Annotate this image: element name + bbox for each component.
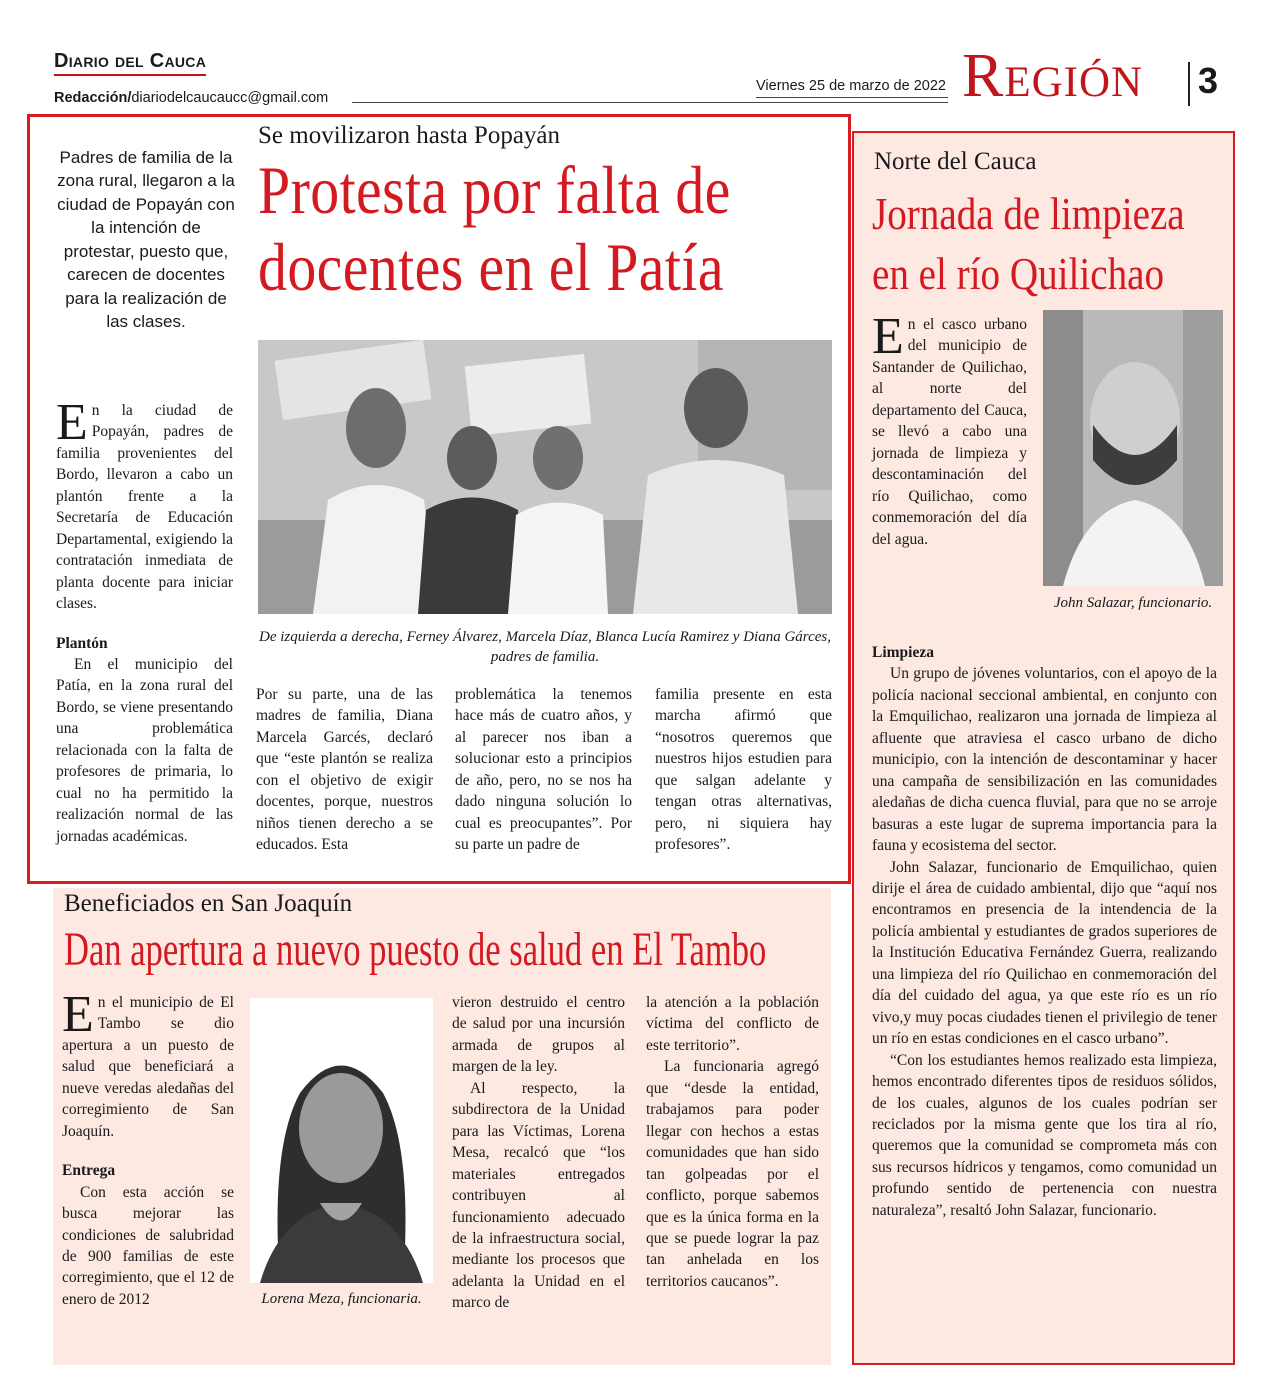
right-story-paragraph: John Salazar, funcionario de Emquilichao, quien dirije el área de cuidado ambiental, dijo que “aquí nos encontramos en presencia de la intendencia de la policía ambiental y estudiantes de grados superiores de la Institución Educativa Fernández Guerra, realizando una limpieza del río Quilichao en conmemoración del día del cuidado del agua, ya que este río es un río vivo,y muy pocas ciudades tienen el privilegio de tener un río en estas condiciones en el casco urbano”. bbox=[872, 858, 1217, 1048]
subhead-limpieza: Limpieza bbox=[872, 644, 934, 661]
bottom-story-column-2 bbox=[452, 992, 625, 1314]
protest-photo bbox=[258, 340, 832, 614]
date-rule bbox=[756, 97, 948, 98]
bottom-story-headline: Dan apertura a nuevo puesto de salud en El Tambo bbox=[64, 923, 767, 976]
drop-cap: E bbox=[56, 394, 88, 451]
main-story-column-3 bbox=[455, 684, 632, 856]
main-story-paragraph: En el municipio del Patía, en la zona rural del Bordo, se viene presentando una problemática relacionada con la falta de profesores de primaria, lo cual no ha permitido la realización normal de las jornadas académicas. bbox=[56, 655, 233, 845]
redaccion-label: Redacción/ bbox=[54, 90, 132, 106]
redaccion-line bbox=[54, 90, 328, 106]
main-story-paragraph: familia presente en esta marcha afirmó que “nosotros queremos que nuestros hijos estudien para que salgan adelante y tengan otras alternativas, pero, ni siquiera hay profesores”. bbox=[655, 686, 832, 854]
page-number: 3 bbox=[1198, 60, 1219, 101]
right-story-intro-column bbox=[872, 308, 1027, 550]
bottom-story-paragraph: vieron destruido el centro de salud por una incursión armada de grupos al margen de la ley. bbox=[452, 994, 625, 1076]
right-story-paragraph: “Con los estudiantes hemos realizado esta limpieza, hemos encontrado diferentes tipos de residuos sólidos, de los cuales, algunos de los cuales podrían ser reciclados por la misma gente que los tira al río, queremos que la comunidad se comprometa más con sus recursos hídricos y tengamos, como comunidad un profundo sentido de pertenencia con nuestra naturaleza”, resaltó John Salazar, funcionario. bbox=[872, 1051, 1217, 1219]
masthead: Diario del Cauca bbox=[54, 50, 206, 76]
bottom-story-intro: n el municipio de El Tambo se dio apertura a un puesto de salud que beneficiará a nueve veredas aledañas del corregimiento de San Joaquín. bbox=[62, 994, 234, 1140]
drop-cap: E bbox=[62, 986, 94, 1043]
main-story-paragraph: Por su parte, una de las madres de familia, Diana Marcela Garcés, declaró que “este plantón se realiza con el objetivo de exigir docentes, porque, nuestros niños tienen derecho a se educados. Esta bbox=[256, 686, 433, 854]
portrait-illustration bbox=[250, 998, 433, 1283]
right-story-headline: Jornada de limpieza en el río Quilichao bbox=[872, 188, 1185, 299]
main-story-intro: n la ciudad de Popayán, padres de familia provenientes del Bordo, llevaron a cabo un plantón frente a la Secretaría de Educación Departamental, exigiendo la contratación inmediata de planta docente para iniciar clases. bbox=[56, 402, 233, 613]
bottom-story-kicker: Beneficiados en San Joaquín bbox=[64, 890, 353, 917]
bottom-story-paragraph: la atención a la población víctima del conflicto de este territorio”. bbox=[646, 994, 819, 1054]
portrait-illustration bbox=[1043, 310, 1223, 586]
protest-photo-illustration bbox=[258, 340, 832, 614]
right-story-paragraph: Un grupo de jóvenes voluntarios, con el apoyo de la policía nacional seccional ambiental, en conjunto con la Emquilichao, realizaron una jornada de limpieza al afluente que atraviesa el casco urbano de dicho municipio, con la intención de descontaminar y hacer una campaña de sensibilización en las comunidades aledañas de dicha cuenca fluvial, para que no se arroje basuras a este lugar de suprema importancia para la fauna y ecosistema del sector. bbox=[872, 665, 1217, 855]
main-story-paragraph: problemática la tenemos hace más de cuatro años, y al parecer nos iban a solucionar esto a principios de año, pero, no se nos ha dado ninguna solución lo cual es preocupantes”. Por su parte un padre de bbox=[455, 686, 632, 854]
bottom-story-paragraph: Con esta acción se busca mejorar las condiciones de salubridad de 900 familias de este corregimiento, que el 12 de enero de 2012 bbox=[62, 1183, 234, 1308]
bottom-story-paragraph: La funcionaria agregó que “desde la entidad, trabajamos para poder llegar con hechos a estas comunidades que han sido tan golpeadas por el conflicto, porque sabemos que es la única forma en la que se puede lograr la paz tan anhelada en los territorios caucanos”. bbox=[646, 1058, 819, 1290]
portrait-caption-john: John Salazar, funcionario. bbox=[1053, 595, 1213, 611]
right-story-intro: n el casco urbano del municipio de Santander de Quilichao, al norte del departamento del Cauca, se llevó a cabo una jornada de limpieza y descontaminación del río Quilichao, como conmemoración del día del agua. bbox=[872, 316, 1027, 548]
subhead-planton: Plantón bbox=[56, 634, 108, 652]
bottom-story-column-3 bbox=[646, 992, 819, 1292]
header-rule bbox=[352, 102, 948, 103]
bottom-story-column-1 bbox=[62, 986, 234, 1310]
main-story-column-1 bbox=[56, 394, 233, 847]
portrait-photo-lorena bbox=[250, 998, 433, 1283]
right-story-kicker: Norte del Cauca bbox=[874, 148, 1037, 175]
main-story-column-2 bbox=[256, 684, 433, 856]
issue-date: Viernes 25 de marzo de 2022 bbox=[756, 78, 946, 94]
portrait-photo-john bbox=[1043, 310, 1223, 586]
protest-photo-caption: De izquierda a derecha, Ferney Álvarez, Marcela Díaz, Blanca Lucía Ramirez y Diana Gárces, padres de familia. bbox=[259, 629, 831, 665]
main-story-headline: Protesta por falta de docentes en el Patía bbox=[258, 152, 731, 305]
main-story-deck: Padres de familia de la zona rural, llegaron a la ciudad de Popayán con la intención de protestar, puesto que, carecen de docentes para la realización de las clases. bbox=[57, 148, 235, 332]
main-story-kicker: Se movilizaron hasta Popayán bbox=[258, 122, 561, 149]
contact-email: diariodelcaucaucc@gmail.com bbox=[131, 90, 329, 106]
portrait-caption-lorena: Lorena Meza, funcionaria. bbox=[261, 1291, 422, 1307]
bottom-story-paragraph: Al respecto, la subdirectora de la Unidad para las Víctimas, Lorena Mesa, recalcó que “los materiales entregados contribuyen al funcionamiento adecuado de la infraestructura social, mediante los procesos que adelanta la Unidad en el marco de bbox=[452, 1079, 625, 1312]
subhead-entrega: Entrega bbox=[62, 1162, 116, 1180]
section-title: Región bbox=[962, 42, 1144, 110]
section-divider bbox=[1188, 62, 1190, 106]
drop-cap: E bbox=[872, 308, 904, 365]
right-story-column bbox=[872, 642, 1217, 1221]
main-story-column-4 bbox=[655, 684, 832, 856]
